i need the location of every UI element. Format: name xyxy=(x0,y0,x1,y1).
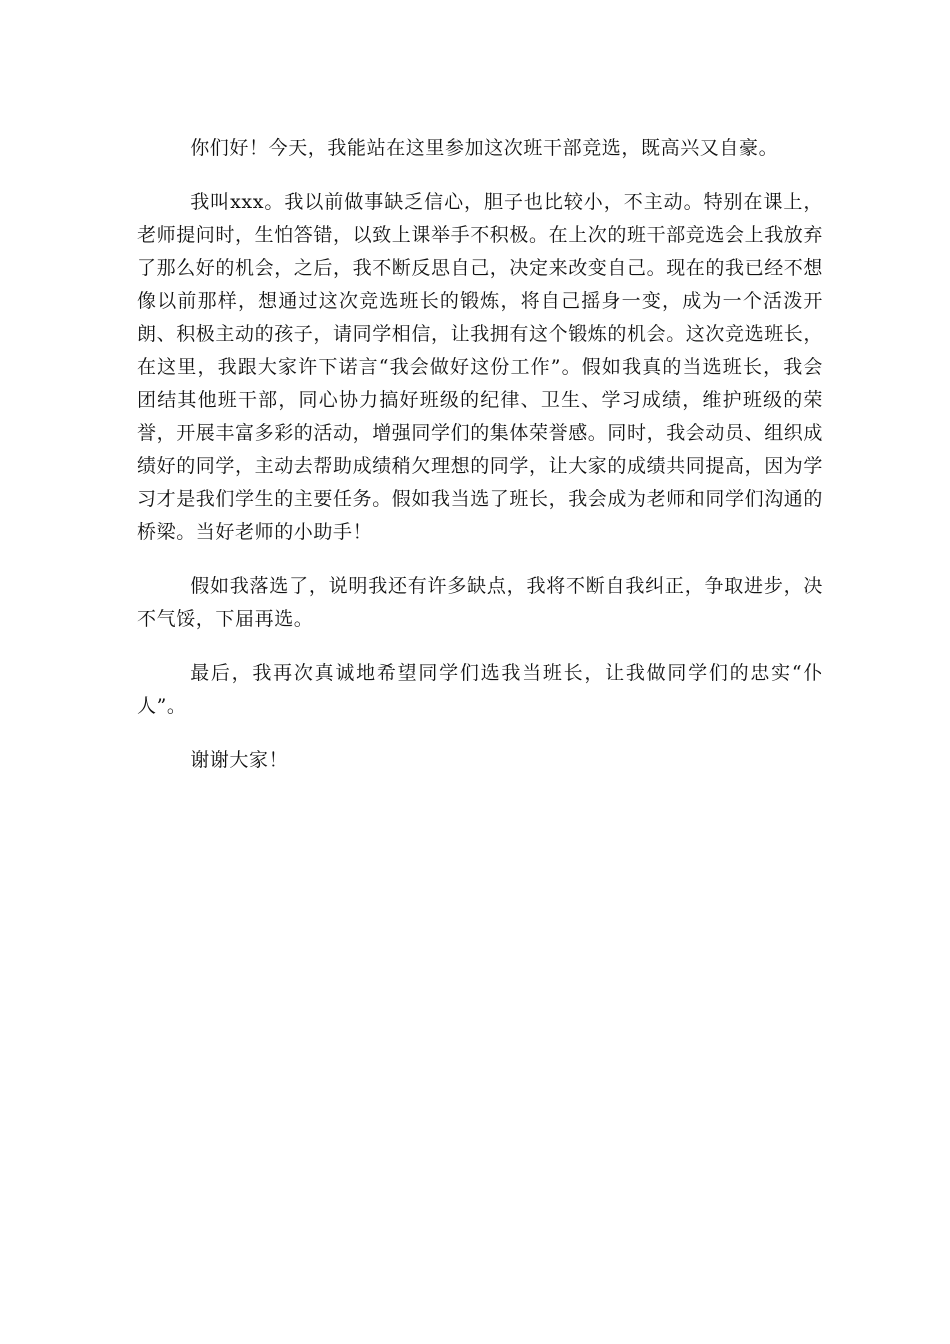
document-body xyxy=(137,132,823,798)
paragraph-thanks: 谢谢大家！ xyxy=(190,749,289,771)
paragraph-greeting: 你们好！今天，我能站在这里参加这次班干部竞选，既高兴又自豪。 xyxy=(190,137,779,159)
paragraph-final-appeal: 最后，我再次真诚地希望同学们选我当班长，让我做同学们的忠实“仆人”。 xyxy=(137,662,823,717)
paragraph-introduction: 我叫xxx。我以前做事缺乏信心，胆子也比较小，不主动。特别在课上，老师提问时，生怕答错，以致上课举手不积极。在上次的班干部竞选会上我放弃了那么好的机会，之后，我不断反思自己，决定来改变自己。现在的我已经不想像以前那样，想通过这次竞选班长的锻炼，将自己摇身一变，成为一个活泼开朗、积极主动的孩子，请同学相信，让我拥有这个锻炼的机会。这次竞选班长，在这里，我跟大家许下诺言“我会做好这份工作”。假如我真的当选班长，我会团结其他班干部，同心协力搞好班级的纪律、卫生、学习成绩，维护班级的荣誉，开展丰富多彩的活动，增强同学们的集体荣誉感。同时，我会动员、组织成绩好的同学，主动去帮助成绩稍欠理想的同学，让大家的成绩共同提高，因为学习才是我们学生的主要任务。假如我当选了班长，我会成为老师和同学们沟通的桥梁。当好老师的小助手！ xyxy=(137,191,824,543)
paragraph-if-not-elected: 假如我落选了，说明我还有许多缺点，我将不断自我纠正，争取进步，决不气馁，下届再选。 xyxy=(137,575,823,630)
